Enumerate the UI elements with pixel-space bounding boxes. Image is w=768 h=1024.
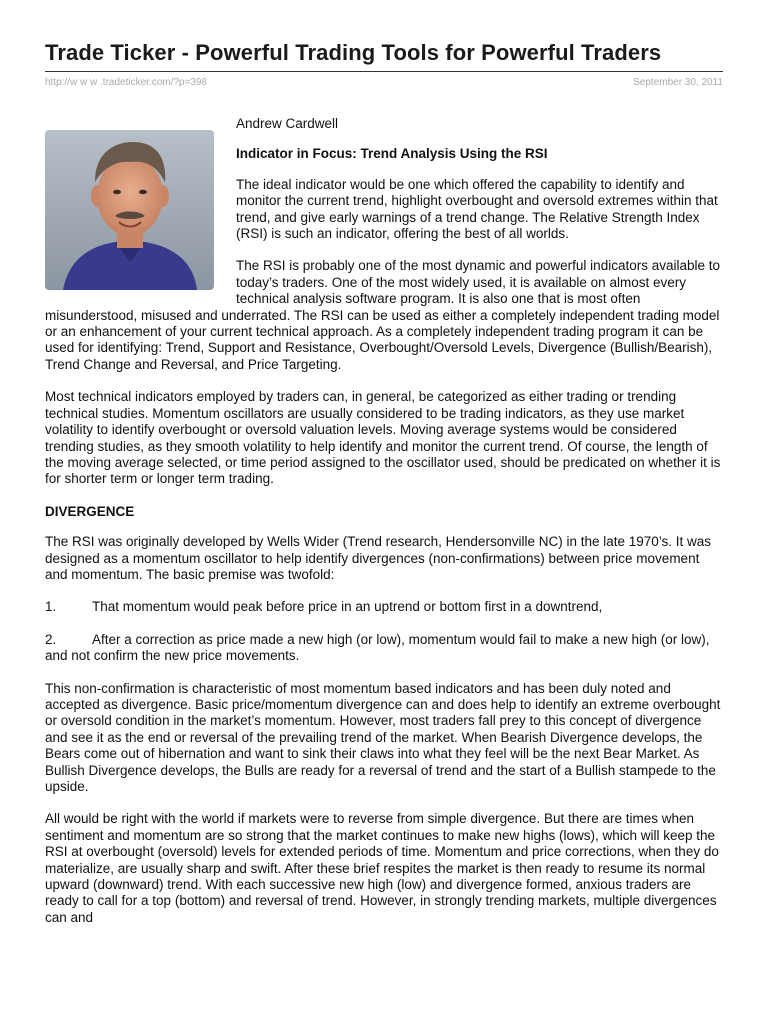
article-body	[45, 116, 723, 942]
paragraph: The ideal indicator would be one which offered the capability to identify and monitor the current trend, highlight overbought and oversold extremes within that trend, and give early warnings of a trend change. The Relative Strength Index (RSI) is such an indicator, offering the best of all worlds.	[236, 176, 718, 242]
list-number: 1.	[45, 599, 57, 615]
list-text: After a correction as price made a new high (or low), momentum would fail to make a new high (or low), and not confirm the new price movements.	[45, 631, 710, 664]
author-name: Andrew Cardwell	[236, 116, 339, 131]
header-divider	[45, 71, 723, 72]
paragraph: The RSI was originally developed by Wells Wider (Trend research, Hendersonville NC) in the late 1970’s. It was designed as a momentum oscillator to help identify divergences (non-confirmations) between price movement and momentum. The basic premise was twofold:	[45, 534, 712, 582]
paragraph: This non-confirmation is characteristic of most momentum based indicators and has been duly noted and accepted as divergence. Basic price/momentum divergence can and does help to identify an extreme overbought or oversold condition in the market’s momentum. However, most traders fall prey to this concept of divergence and see it as the end or reversal of the prevailing trend of the market. When Bearish Divergence develops, the Bears come out of hibernation and want to sink their claws into what they feel will be the next Bear Market. As Bullish Divergence develops, the Bulls are ready for a reversal of trend and the start of a Bullish stampede to the upside.	[45, 680, 721, 794]
paragraph: The RSI is probably one of the most dynamic and powerful indicators available to today’s traders. One of the most widely used, it is available on almost every technical analysis software program. It is also one that is most often misunderstood, misused and underrated. The RSI can be used as either a completely independent trading model or an enhancement of your current technical approach. As a completely independent trading program it can be used for identifying: Trend, Support and Resistance, Overbought/Oversold Levels, Divergence (Bullish/Bearish), Trend Change and Reversal, and Price Targeting.	[45, 258, 721, 372]
list-text: That momentum would peak before price in an uptrend or bottom first in a downtrend,	[92, 599, 603, 615]
paragraph: All would be right with the world if markets were to reverse from simple divergence. But there are times when sentiment and momentum are so strong that the market continues to make new highs (lows), which will keep the RSI at overbought (oversold) levels for extended periods of time. Momentum and price corrections, when they do materialize, are usually sharp and swift. After these brief respites the market is then ready to resume its normal upward (downward) trend. With each successive new high (low) and divergence formed, anxious traders are ready to call for a top (bottom) and reversal of trend. However, in strongly trending markets, multiple divergences can and	[45, 811, 719, 925]
article-title: Indicator in Focus: Trend Analysis Using the RSI	[236, 146, 548, 162]
site-title: Trade Ticker - Powerful Trading Tools for Powerful Traders	[45, 40, 662, 65]
paragraph: Most technical indicators employed by traders can, in general, be categorized as either trading or trending technical studies. Momentum oscillators are usually considered to be trading indicators, as they use market volatility to identify overbought or oversold valuation levels. Moving average systems would be considered trending studies, as they smooth volatility to help identify and monitor the current trend. Of course, the length of the moving average selected, or time period assigned to the oscillator used, should be predicated on whether it is for shorter term or longer term trading.	[45, 389, 721, 487]
section-heading: DIVERGENCE	[45, 503, 135, 519]
list-item	[45, 599, 723, 615]
publication-date: September 30, 2011	[633, 77, 723, 88]
photo-spacer	[45, 116, 236, 299]
list-item	[45, 632, 723, 665]
list-number: 2.	[45, 631, 57, 647]
source-url: http://w w w .tradeticker.com/?p=398	[45, 77, 208, 88]
